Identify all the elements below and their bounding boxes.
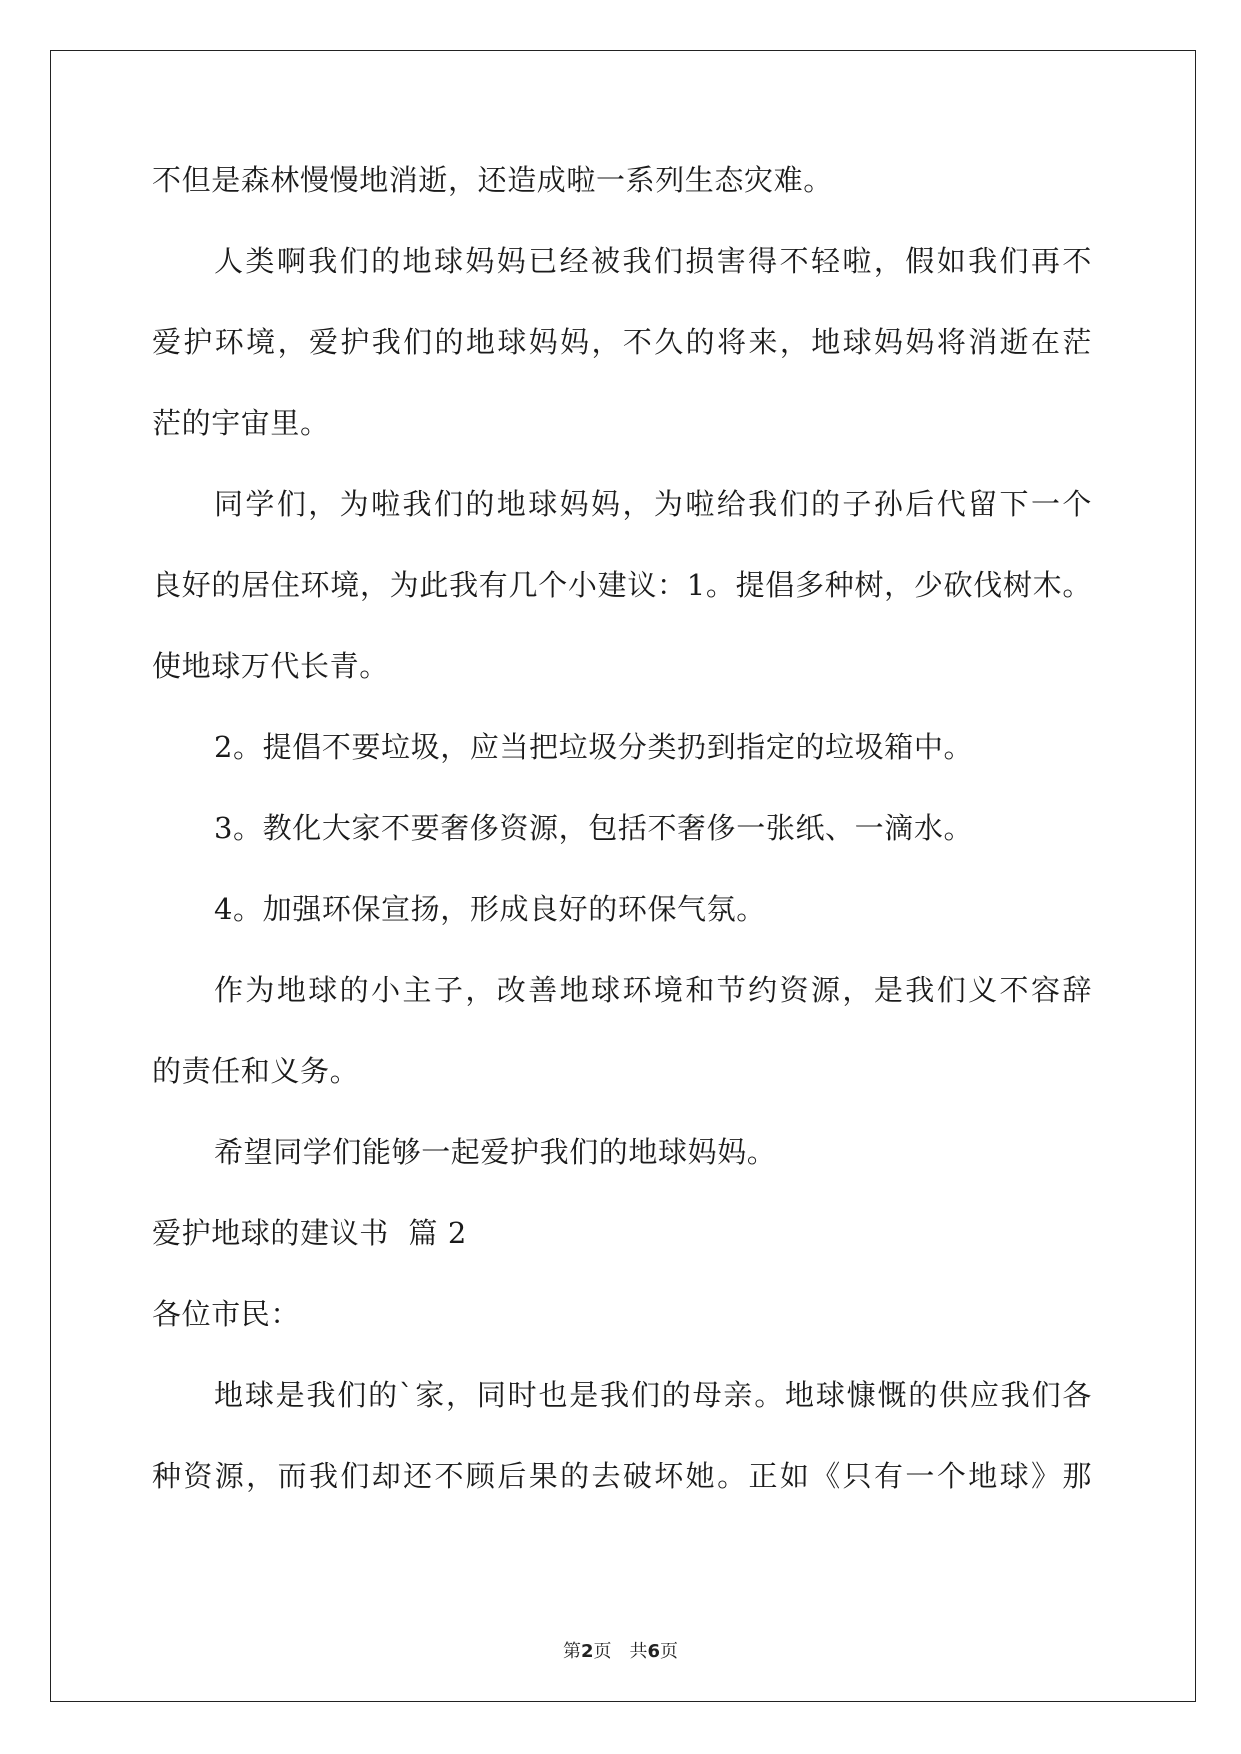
paragraph-line: 地球是我们的`家，同时也是我们的母亲。地球慷慨的供应我们各 [214, 1378, 1092, 1412]
text-line: 使地球万代长青。 [152, 649, 389, 683]
section-heading: 爱护地球的建议书 篇 2 [152, 1216, 467, 1250]
text-line: 爱护环境，爱护我们的地球妈妈，不久的将来，地球妈妈将消逝在茫 [152, 325, 1092, 359]
paragraph-line: 人类啊我们的地球妈妈已经被我们损害得不轻啦，假如我们再不 [214, 244, 1092, 278]
page-prefix: 第 [562, 1641, 581, 1662]
text-line: 良好的居住环境，为此我有几个小建议：1。提倡多种树，少砍伐树木。 [152, 568, 1092, 602]
paragraph-line: 作为地球的小主子，改善地球环境和节约资源，是我们义不容辞 [214, 973, 1092, 1007]
page-number [563, 1641, 612, 1662]
salutation: 各位市民： [152, 1297, 301, 1331]
paragraph-line: 3。教化大家不要奢侈资源，包括不奢侈一张纸、一滴水。 [214, 811, 974, 845]
paragraph-line: 同学们，为啦我们的地球妈妈，为啦给我们的子孙后代留下一个 [214, 487, 1092, 521]
paragraph-line: 4。加强环保宣扬，形成良好的环保气氛。 [214, 892, 766, 926]
text-line: 不但是森林慢慢地消逝，还造成啦一系列生态灾难。 [152, 163, 833, 197]
document-body [152, 160, 1092, 1537]
total-count: 6 [647, 1641, 661, 1662]
page-suffix: 页 [593, 1641, 612, 1662]
paragraph-line: 2。提倡不要垃圾，应当把垃圾分类扔到指定的垃圾箱中。 [214, 730, 974, 764]
total-prefix: 共 [629, 1641, 648, 1662]
text-line: 茫的宇宙里。 [152, 406, 330, 440]
page-current: 2 [580, 1641, 594, 1662]
paragraph-line: 希望同学们能够一起爱护我们的地球妈妈。 [214, 1135, 777, 1169]
text-line: 的责任和义务。 [152, 1054, 360, 1088]
total-suffix: 页 [660, 1641, 679, 1662]
page-total [630, 1641, 679, 1662]
text-line: 种资源，而我们却还不顾后果的去破坏她。正如《只有一个地球》那 [152, 1459, 1092, 1493]
page-footer [0, 1637, 1241, 1663]
